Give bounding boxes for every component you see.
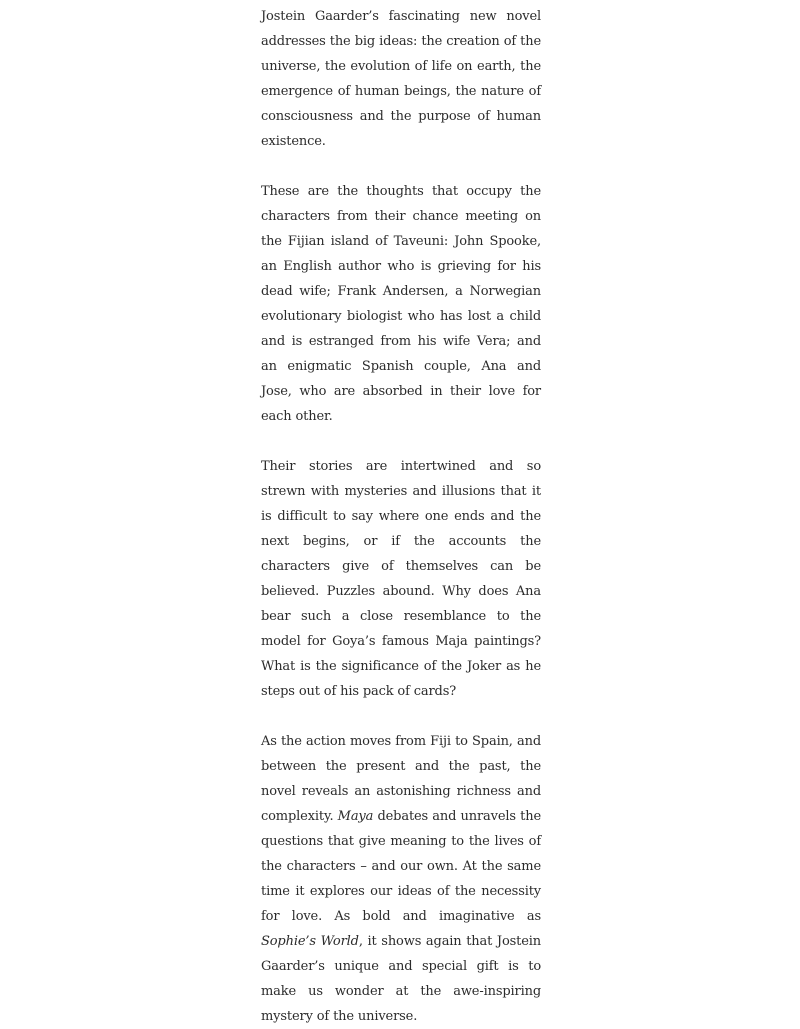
blurb-paragraph-4-text-2: debates and unravels the questions that give meaning to the lives of the characters – and our own. At the same time it explores our ideas of the necessity for love. As bold and imaginative as <box>261 809 541 924</box>
blurb-paragraph-4-text-3: , it shows again that Jostein Gaarder’s unique and special gift is to make us wonder at the awe-inspiring mystery of the universe. <box>261 934 542 1024</box>
blurb-paragraph-2: These are the thoughts that occupy the characters from their chance meeting on the Fijian island of Taveuni: John Spooke, an English author who is grieving for his dead wife; Frank Andersen, a Norwegian evolutionary biologist who has lost a child and is estranged from his wife Vera; and an enigmatic Spanish couple, Ana and Jose, who are absorbed in their love for each other. <box>261 184 541 424</box>
blurb-paragraph-1: Jostein Gaarder’s fascinating new novel addresses the big ideas: the creation of the universe, the evolution of life on earth, the emergence of human beings, the nature of consciousness and the purpose of human existence. <box>261 9 541 149</box>
book-title-maya: Maya <box>337 809 374 824</box>
blurb-paragraph-4 <box>261 729 541 1029</box>
book-title-sophies-world: Sophie’s World <box>261 934 359 949</box>
blurb-text-column <box>261 4 541 1029</box>
blurb-paragraph-3: Their stories are intertwined and so strewn with mysteries and illusions that it is difficult to say where one ends and the next begins, or if the accounts the characters give of themselves can be believed. Puzzles abound. Why does Ana bear such a close resemblance to the model for Goya’s famous Maja paintings? What is the significance of the Joker as he steps out of his pack of cards? <box>261 459 541 699</box>
blurb-paragraph-4-text-1: As the action moves from Fiji to Spain, and between the present and the past, the novel reveals an astonishing richness and complexity. <box>261 734 541 824</box>
